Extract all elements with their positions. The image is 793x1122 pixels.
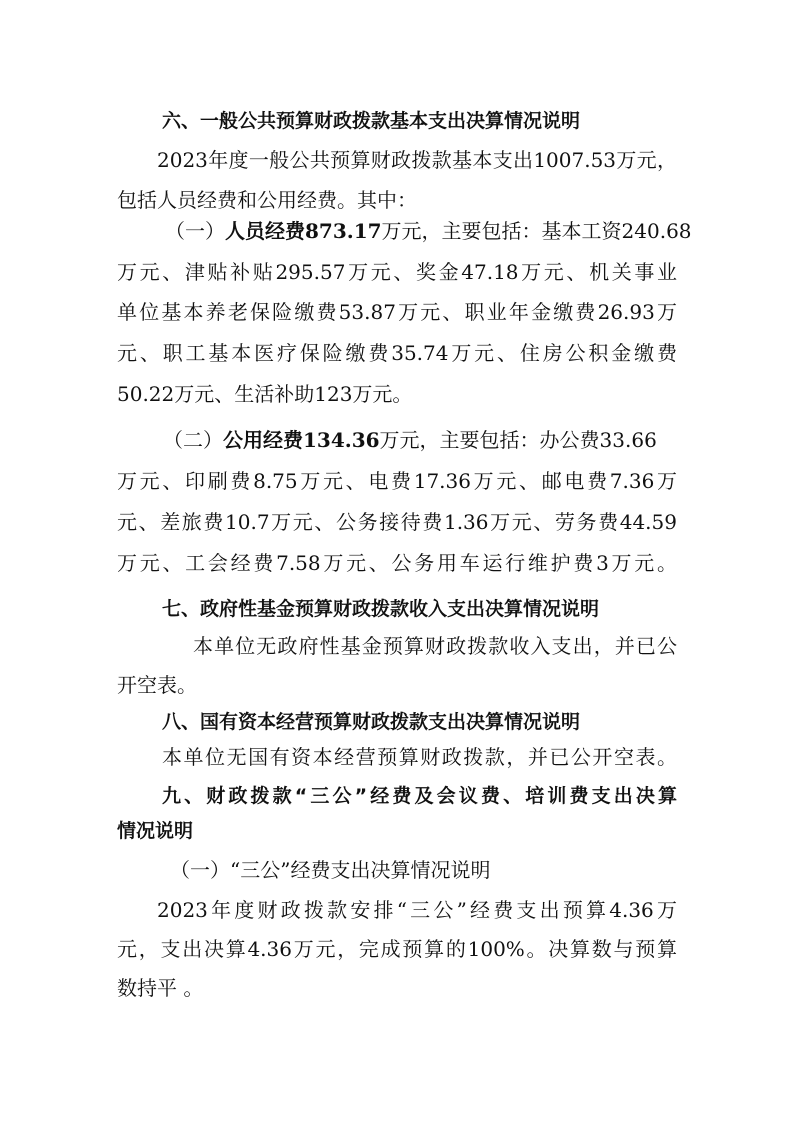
sec6-para3-line2: 万元、印刷费8.75万元、电费17.36万元、邮电费7.36万 xyxy=(117,469,677,493)
sec6-para3-line3: 元、差旅费10.7万元、公务接待费1.36万元、劳务费44.59 xyxy=(117,510,677,534)
sec6-para3-line1 xyxy=(163,425,677,455)
sec6-para2-line1 xyxy=(165,216,692,246)
personnel-prefix: （一） xyxy=(165,219,225,243)
sec7-para1-line1: 本单位无政府性基金预算财政拨款收入支出，并已公 xyxy=(193,634,677,658)
sec6-para1-line1: 2023年度一般公共预算财政拨款基本支出1007.53万元， xyxy=(157,148,677,172)
public-prefix: （二） xyxy=(163,428,223,452)
section-6-heading: 六、一般公共预算财政拨款基本支出决算情况说明 xyxy=(162,110,581,132)
sec6-para2-line3: 单位基本养老保险缴费53.87万元、职业年金缴费26.93万 xyxy=(117,300,677,324)
sec6-para2-line2: 万元、津贴补贴295.57万元、奖金47.18万元、机关事业 xyxy=(117,260,677,284)
section-7-heading: 七、政府性基金预算财政拨款收入支出决算情况说明 xyxy=(162,598,600,620)
sec6-para2-line4: 元、职工基本医疗保险缴费35.74万元、住房公积金缴费 xyxy=(117,341,677,365)
sec7-para1-line2: 开空表。 xyxy=(117,673,197,697)
sec6-para2-line5: 50.22万元、生活补助123万元。 xyxy=(117,382,413,406)
sec9-para1-line3: 数持平 。 xyxy=(117,976,204,1000)
public-expense-bold: 公用经费134.36 xyxy=(223,428,380,452)
section-9-heading-line2: 情况说明 xyxy=(117,820,194,842)
section-9-heading-line1: 九、财政拨款“三公”经费及会议费、培训费支出决算 xyxy=(162,785,677,807)
personnel-expense-bold: 人员经费873.17 xyxy=(225,219,382,243)
sec8-para1-line1: 本单位无国有资本经营预算财政拨款，并已公开空表。 xyxy=(162,745,677,769)
section-8-heading: 八、国有资本经营预算财政拨款支出决算情况说明 xyxy=(162,711,581,733)
sec9-para1-line2: 元，支出决算4.36万元，完成预算的100%。决算数与预算 xyxy=(117,937,677,961)
personnel-expense-rest: 万元，主要包括：基本工资240.68 xyxy=(381,219,692,243)
sec9-subheading-1: （一）“三公”经费支出决算情况说明 xyxy=(170,858,491,882)
public-expense-rest: 万元，主要包括：办公费33.66 xyxy=(379,428,657,452)
sec6-para1-line2: 包括人员经费和公用经费。其中： xyxy=(117,188,417,212)
sec9-para1-line1: 2023年度财政拨款安排“三公”经费支出预算4.36万 xyxy=(157,898,677,922)
sec6-para3-line4: 万元、工会经费7.58万元、公务用车运行维护费3万元。 xyxy=(117,551,677,575)
